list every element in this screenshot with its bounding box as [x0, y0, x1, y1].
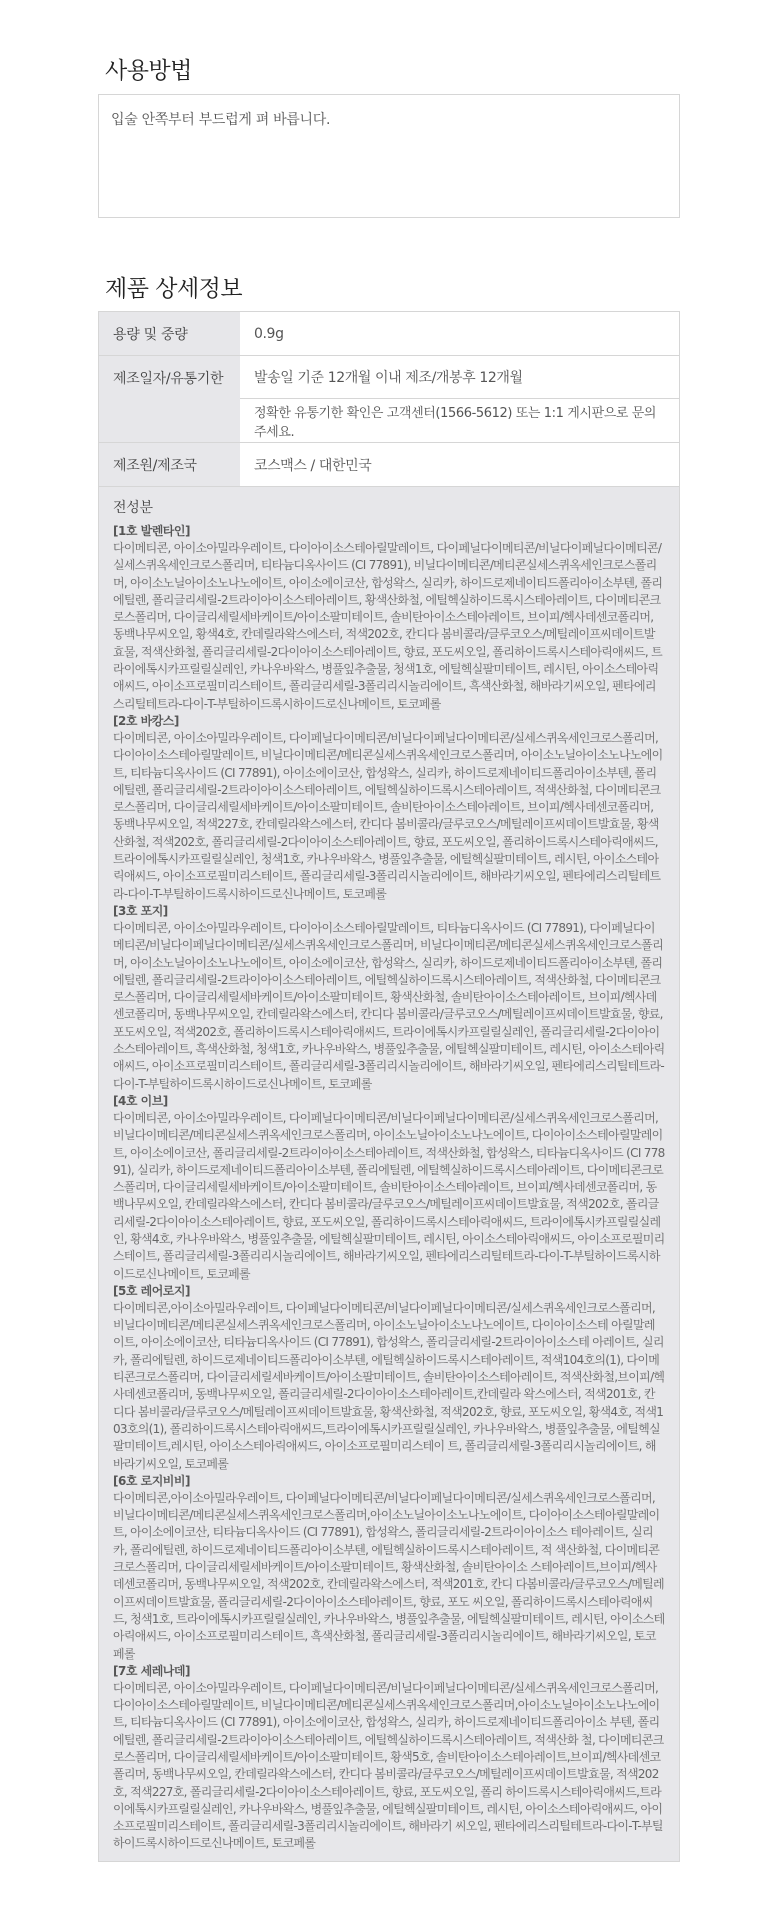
shade-ingredients: 다이메티콘,아이소아밀라우레이트, 다이페닐다이메티콘/비닐다이페닐다이메티콘/실세스퀴옥세인크로스폴리머, 비닐다이메티콘/메티콘실세스퀴옥세인크로스폴리머,아이소노닐아이소노나노에이트, 다이아이소스테아릴말레이트, 아이소에이코산, 티타늄디옥사이드 (CI 77891), 합성왁스, 폴리글리세릴-2트라이아이소스 테아레이트, 실리카, 폴리에틸렌, 하이드로제네이티드폴리아이소부텐, 에틸헥실하이드록시스테아레이트, 적 색산화철, 다이메티콘크로스폴리머, 다이글리세릴세바케이트/아이소팔미테이트, 황색산화철, 솔비탄아이소 스테아레이트,브이피/헥사데센코폴리머, 동백나무씨오일, 적색202호, 칸데릴라왁스에스터, 적색201호, 칸디 다봄비콜라/글루코오스/메틸레이프씨데이트발효물, 폴리글리세릴-2다이아이소스테아레이트, 향료, 포도 씨오일, 폴리하이드록시스테아릭애씨드, 청색1호, 트라이에톡시카프릴릴실레인, 카나우바왁스, 병풀잎추출물, 에틸헥실팔미테이트, 레시틴, 아이소스테아릭애씨드, 아이소프로필미리스테이트, 흑색산화철, 폴리글리세릴-3폴리리시놀리에이트, 해바라기씨오일, 토코페롤	[113, 1490, 665, 1661]
shade-name: [6호 로지비비]	[113, 1473, 190, 1488]
ingredients-section	[99, 487, 679, 1861]
row-origin	[99, 443, 679, 487]
shade-name: [3호 포지]	[113, 903, 168, 918]
shade-block	[113, 713, 665, 903]
row-expiry	[99, 356, 679, 443]
shade-ingredients: 다이메티콘,아이소아밀라우레이트, 다이페닐다이메티콘/비닐다이페닐다이메티콘/실세스퀴옥세인크로스폴리머, 비닐다이메티콘/메티콘실세스퀴옥세인크로스폴리머, 아이소노닐아이소노나노에이트, 다이아이소스테 아릴말레이트, 아이소에이코산, 티타늄디옥사이드 (CI 77891), 합성왁스, 폴리글리세릴-2트라이아이소스테 아레이트, 실리카, 폴리에틸렌, 하이드로제네이티드폴리아이소부텐, 에틸헥실하이드록시스테아레이트, 적색104호의(1), 다이메티콘크로스폴리머, 다이글리세릴세바케이트/아이소팔미테이트, 솔비탄아이소스테아레이트, 적색산화철,브이피/헥사데센코폴리머, 동백나무씨오일, 폴리글리세릴-2다이아이소스테아레이트,칸데릴라 왁스에스터, 적색201호, 칸디다 봄비콜라/글루코오스/메틸레이프씨데이트발효물, 황색산화철, 적색202호, 향료, 포도씨오일, 황색4호, 적색103호의(1), 폴리하이드록시스테아릭애씨드,트라이에톡시카프릴릴실레인, 카나우바왁스, 병풀잎추출물, 에틸헥실팔미테이트,레시틴, 아이소스테아릭애씨드, 아이소프로필미리스테이 트, 폴리글리세릴-3폴리리시놀리에이트, 해바라기씨오일, 토코페롤	[113, 1300, 665, 1471]
shade-block	[113, 903, 665, 1093]
expiry-value: 발송일 기준 12개월 이내 제조/개봉후 12개월	[240, 356, 679, 399]
shade-block	[113, 523, 665, 713]
shade-name: [2호 바캉스]	[113, 713, 179, 728]
shade-block	[113, 1473, 665, 1663]
details-heading: 제품 상세정보	[105, 276, 243, 302]
shade-block	[113, 1283, 665, 1473]
shade-name: [5호 레어로지]	[113, 1283, 190, 1298]
usage-box	[98, 94, 680, 218]
shade-ingredients: 다이메티콘, 아이소아밀라우레이트, 다이아이소스테아릴말레이트, 다이페닐다이메티콘/비닐다이페닐다이메티콘/실세스퀴옥세인크로스폴리머, 티타늄디옥사이드 (CI 77891), 비닐다이메티콘/메티콘실세스퀴옥세인크로스폴리머, 아이소노닐아이소노나노에이트, 아이소에이코산, 합성왁스, 실리카, 하이드로제네이티드폴리아이소부텐, 폴리에틸렌, 폴리글리세릴-2트라이아이소스테아레이트, 황색산화철, 에틸헥실하이드록시스테아레이트, 다이메티콘크로스폴리머, 다이글리세릴세바케이트/아이소팔미테이트, 솔비탄아이소스테아레이트, 브이피/헥사데센코폴리머, 동백나무씨오일, 황색4호, 칸데릴라왁스에스터, 적색202호, 칸디다 봄비콜라/글루코오스/메틸레이프씨데이트발효물, 적색산화철, 폴리글리세릴-2다이아이소스테아레이트, 향료, 포도씨오일, 폴리하이드록시스테아릭애씨드, 트라이에톡시카프릴릴실레인, 카나우바왁스, 병풀잎추출물, 청색1호, 에틸헥실팔미테이트, 레시틴, 아이소스테아릭애씨드, 아이소프로필미리스테이트, 폴리글리세릴-3폴리리시놀리에이트, 흑색산화철, 해바라기씨오일, 펜타에리스리틸테트라-다이-T-부틸하이드록시하이드로신나메이트, 토코페롤	[113, 541, 663, 711]
shade-block	[113, 1663, 665, 1853]
details-table	[98, 311, 680, 1862]
shade-name: [4호 이브]	[113, 1093, 168, 1108]
shade-ingredients: 다이메티콘, 아이소아밀라우레이트, 다이아이소스테아릴말레이트, 티타늄디옥사이드 (CI 77891), 다이페닐다이메티콘/비닐다이페닐다이메티콘/실세스퀴옥세인크로스폴리머, 비닐다이메티콘/메티콘실세스퀴옥세인크로스폴리머, 아이소노닐아이소노나노에이트, 아이소에이코산, 합성왁스, 실리카, 하이드로제네이티드폴리아이소부텐, 폴리에틸렌, 폴리글리세릴-2트라이아이소스테아레이트, 에틸헥실하이드록시스테아레이트, 적색산화철, 다이메티콘크로스폴리머, 다이글리세릴세바케이트/아이소팔미테이트, 황색산화철, 솔비탄아이소스테아레이트, 브이피/헥사데센코폴리머, 동백나무씨오일, 칸데릴라왁스에스터, 칸디다 봄비콜라/글루코오스/메틸레이프씨데이트발효물, 향료, 포도씨오일, 적색202호, 폴리하이드록시스테아릭애씨드, 트라이에톡시카프릴릴실레인, 폴리글리세릴-2다이아이소스테아레이트, 흑색산화철, 청색1호, 카나우바왁스, 병풀잎추출물, 에틸헥실팔미테이트, 레시틴, 아이소스테아릭애씨드, 아이소프로필미리스테이트, 폴리글리세릴-3폴리리시놀리에이트, 해바라기씨오일, 펜타에리스리틸테트라-다이-T-부틸하이드록시하이드로신나메이트, 토코페롤	[113, 920, 665, 1091]
shade-block	[113, 1093, 665, 1283]
shade-name: [7호 세레나데]	[113, 1663, 190, 1678]
shade-name: [1호 발렌타인]	[113, 524, 190, 538]
expiry-label: 제조일자/유통기한	[99, 356, 240, 442]
ingredients-title: 전성분	[113, 500, 153, 516]
usage-text: 입술 안쪽부터 부드럽게 펴 바릅니다.	[111, 112, 331, 128]
usage-heading: 사용방법	[105, 58, 192, 84]
origin-value: 코스맥스 / 대한민국	[254, 457, 372, 474]
shade-ingredients: 다이메티콘, 아이소아밀라우레이트, 다이페닐다이메티콘/비닐다이페닐다이메티콘/실세스퀴옥세인크로스폴리머, 다이아이소스테아릴말레이트, 비닐다이메티콘/메티콘실세스퀴옥세인크로스폴리머, 아이소노닐아이소노나노에이트, 티타늄디옥사이드 (CI 77891), 아이소에이코산, 합성왁스, 실리카, 하이드로제네이티드폴리아이소부텐, 폴리에틸렌, 폴리글리세릴-2트라이아이소스테아레이트, 에틸헥실하이드록시스테아레이트, 적색산화철, 다이메티콘크로스폴리머, 다이글리세릴세바케이트/아이소팔미테이트, 솔비탄아이소스테아레이트, 브이피/헥사데센코폴리머, 동백나무씨오일, 적색227호, 칸데릴라왁스에스터, 칸디다 봄비콜라/글루코오스/메틸레이프씨데이트발효물, 황색산화철, 적색202호, 폴리글리세릴-2다이아이소스테아레이트, 향료, 포도씨오일, 폴리하이드록시스테아릭애씨드, 트라이에톡시카프릴릴실레인, 청색1호, 카나우바왁스, 병풀잎추출물, 에틸헥실팔미테이트, 레시틴, 아이소스테아릭애씨드, 아이소프로필미리스테이트, 폴리글리세릴-3폴리리시놀리에이트, 해바라기씨오일, 펜타에리스리틸테트라-다이-T-부틸하이드록시하이드로신나메이트, 토코페롤	[113, 730, 663, 901]
shade-ingredients: 다이메티콘, 아이소아밀라우레이트, 다이페닐다이메티콘/비닐다이페닐다이메티콘/실세스퀴옥세인크로스폴리머, 다이아이소스테아릴말레이트, 비닐다이메티콘/메티콘실세스퀴옥세인크로스폴리머,아이소노닐아이소노나노에이트, 티타늄디옥사이드 (CI 77891), 아이소에이코산, 합성왁스, 실리카, 하이드로제네이티드폴리아이소 부텐, 폴리에틸렌, 폴리글리세릴-2트라이아이소스테아레이트, 에틸헥실하이드록시스테아레이트, 적색산화 철, 다이메티콘크로스폴리머, 다이글리세릴세바케이트/아이소팔미테이트, 황색5호, 솔비탄아이소스테아레이트,브이피/헥사데센코폴리머, 동백나무씨오일, 칸데릴라왁스에스터, 칸디다 봄비콜라/글루코오스/메틸레이프씨데이트발효물, 적색202호, 적색227호, 폴리글리세릴-2다이아이소스테아레이트, 향료, 포도씨오일, 폴리 하이드록시스테아릭애씨드,트라이에톡시카프릴릴실레인, 카나우바왁스, 병풀잎추출물, 에틸헥실팔미테이트, 레시틴, 아이소스테아릭애씨드, 아이소프로필미리스테이트, 폴리글리세릴-3폴리리시놀리에이트, 해바라기 씨오일, 펜타에리스리틸테트라-다이-T-부틸하이드록시하이드로신나메이트, 토코페롤	[113, 1680, 664, 1851]
expiry-notice: 정확한 유통기한 확인은 고객센터(1566-5612) 또는 1:1 게시판으로 문의주세요.	[254, 405, 657, 440]
origin-label: 제조원/제조국	[99, 443, 240, 486]
volume-value: 0.9g	[254, 325, 284, 342]
shade-ingredients: 다이메티콘, 아이소아밀라우레이트, 다이페닐다이메티콘/비닐다이페닐다이메티콘/실세스퀴옥세인크로스폴리머, 비닐다이메티콘/메티콘실세스퀴옥세인크로스폴리머, 아이소노닐아이소노나노에이트, 다이아이소스테아릴말레이트, 아이소에이코산, 폴리글리세릴-2트라이아이소스테아레이트, 적색산화철, 합성왁스, 티타늄디옥사이드 (CI 77891), 실리카, 하이드로제네이티드폴리아이소부텐, 폴리에틸렌, 에틸헥실하이드록시스테아레이트, 다이메티콘크로스폴리머, 다이글리세릴세바케이트/아이소팔미테이트, 솔비탄아이소스테아레이트, 브이피/헥사데센코폴리머, 동백나무씨오일, 칸데릴라왁스에스터, 칸디다 봄비콜라/글루코오스/메틸레이프씨데이트발효물, 적색202호, 폴리글리세릴-2다이아이소스테아레이트, 향료, 포도씨오일, 폴리하이드록시스테아릭애씨드, 트라이에톡시카프릴릴실레인, 황색4호, 카나우바왁스, 병풀잎추출물, 에틸헥실팔미테이트, 레시틴, 아이소스테아릭애씨드, 아이소프로필미리스테이트, 폴리글리세릴-3폴리리시놀리에이트, 해바라기씨오일, 펜타에리스리틸테트라-다이-T-부틸하이드록시하이드로신나메이트, 토코페롤	[113, 1110, 665, 1281]
row-volume	[99, 312, 679, 356]
volume-label: 용량 및 중량	[99, 312, 240, 355]
